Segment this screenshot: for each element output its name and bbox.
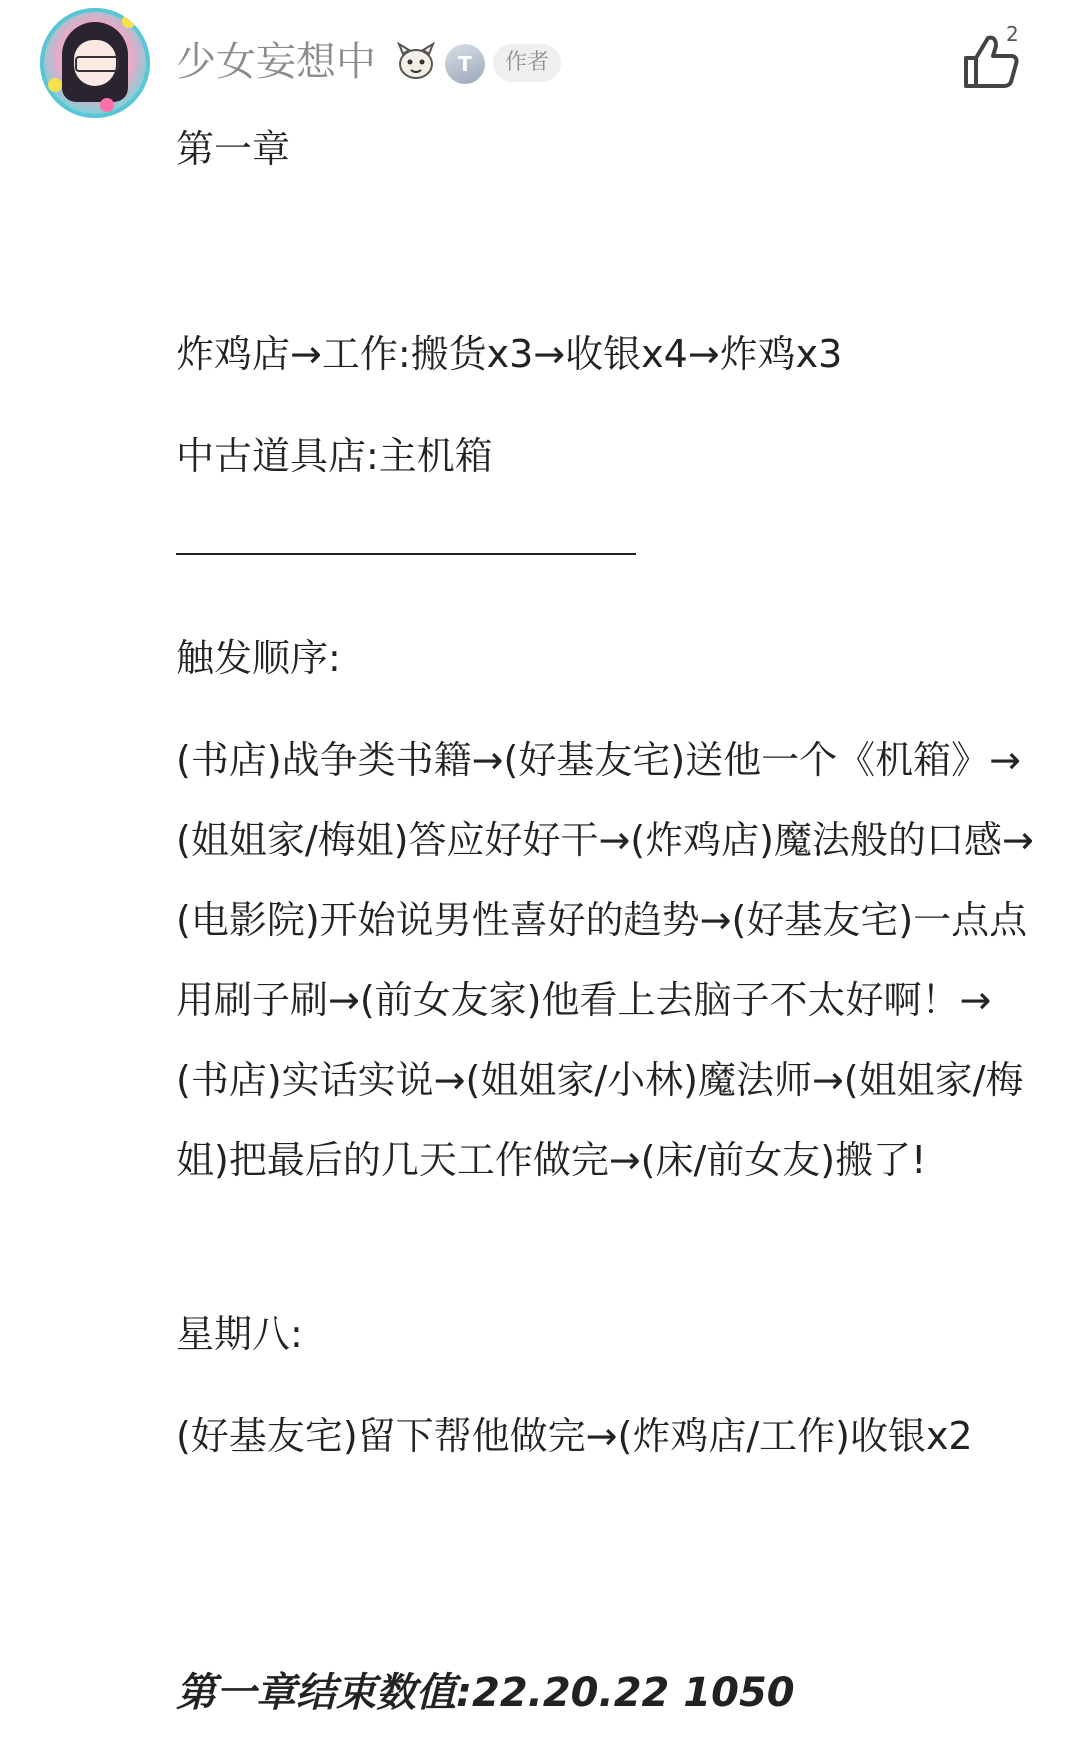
trigger-label: 触发顺序: (176, 636, 341, 680)
level-badge: T (445, 44, 485, 84)
avatar-icon[interactable] (40, 8, 150, 118)
chicken-shop-line: 炸鸡店→工作:搬货x3→收银x4→炸鸡x3 (176, 332, 843, 376)
chapter-title: 第一章 (176, 127, 291, 171)
used-shop-line: 中古道具店:主机箱 (176, 434, 493, 478)
avatar-glasses (75, 56, 119, 72)
trigger-paragraph: (书店)战争类书籍→(好基友宅)送他一个《机箱》→(姐姐家/梅姐)答应好好干→(炸鸡店)魔法般的口感→(电影院)开始说男性喜好的趋势→(好基友宅)一点点用刷子刷→(前女友家)他看上去脑子不太好啊！→(书店)实话实说→(姐姐家/小林)魔法师→(姐姐家/梅姐)把最后的几天工作做完→(床/前女友)搬了! (176, 738, 1034, 1182)
post-header (0, 0, 1077, 140)
mascot-badge-icon (395, 40, 437, 82)
author-tag: 作者 (493, 44, 561, 82)
avatar-star-icon (122, 14, 136, 28)
saturday-paragraph: (好基友宅)留下帮他做完→(炸鸡店/工作)收银x2 (176, 1414, 973, 1458)
divider (176, 553, 636, 555)
final-values: 第一章结束数值:22.20.22 1050 (176, 1670, 795, 1716)
saturday-label: 星期八: (176, 1312, 303, 1356)
avatar-heart-icon (100, 98, 114, 112)
like-count: 2 (1006, 22, 1019, 46)
avatar-star-icon (48, 78, 62, 92)
author-name[interactable]: 少女妄想中 (176, 39, 376, 85)
